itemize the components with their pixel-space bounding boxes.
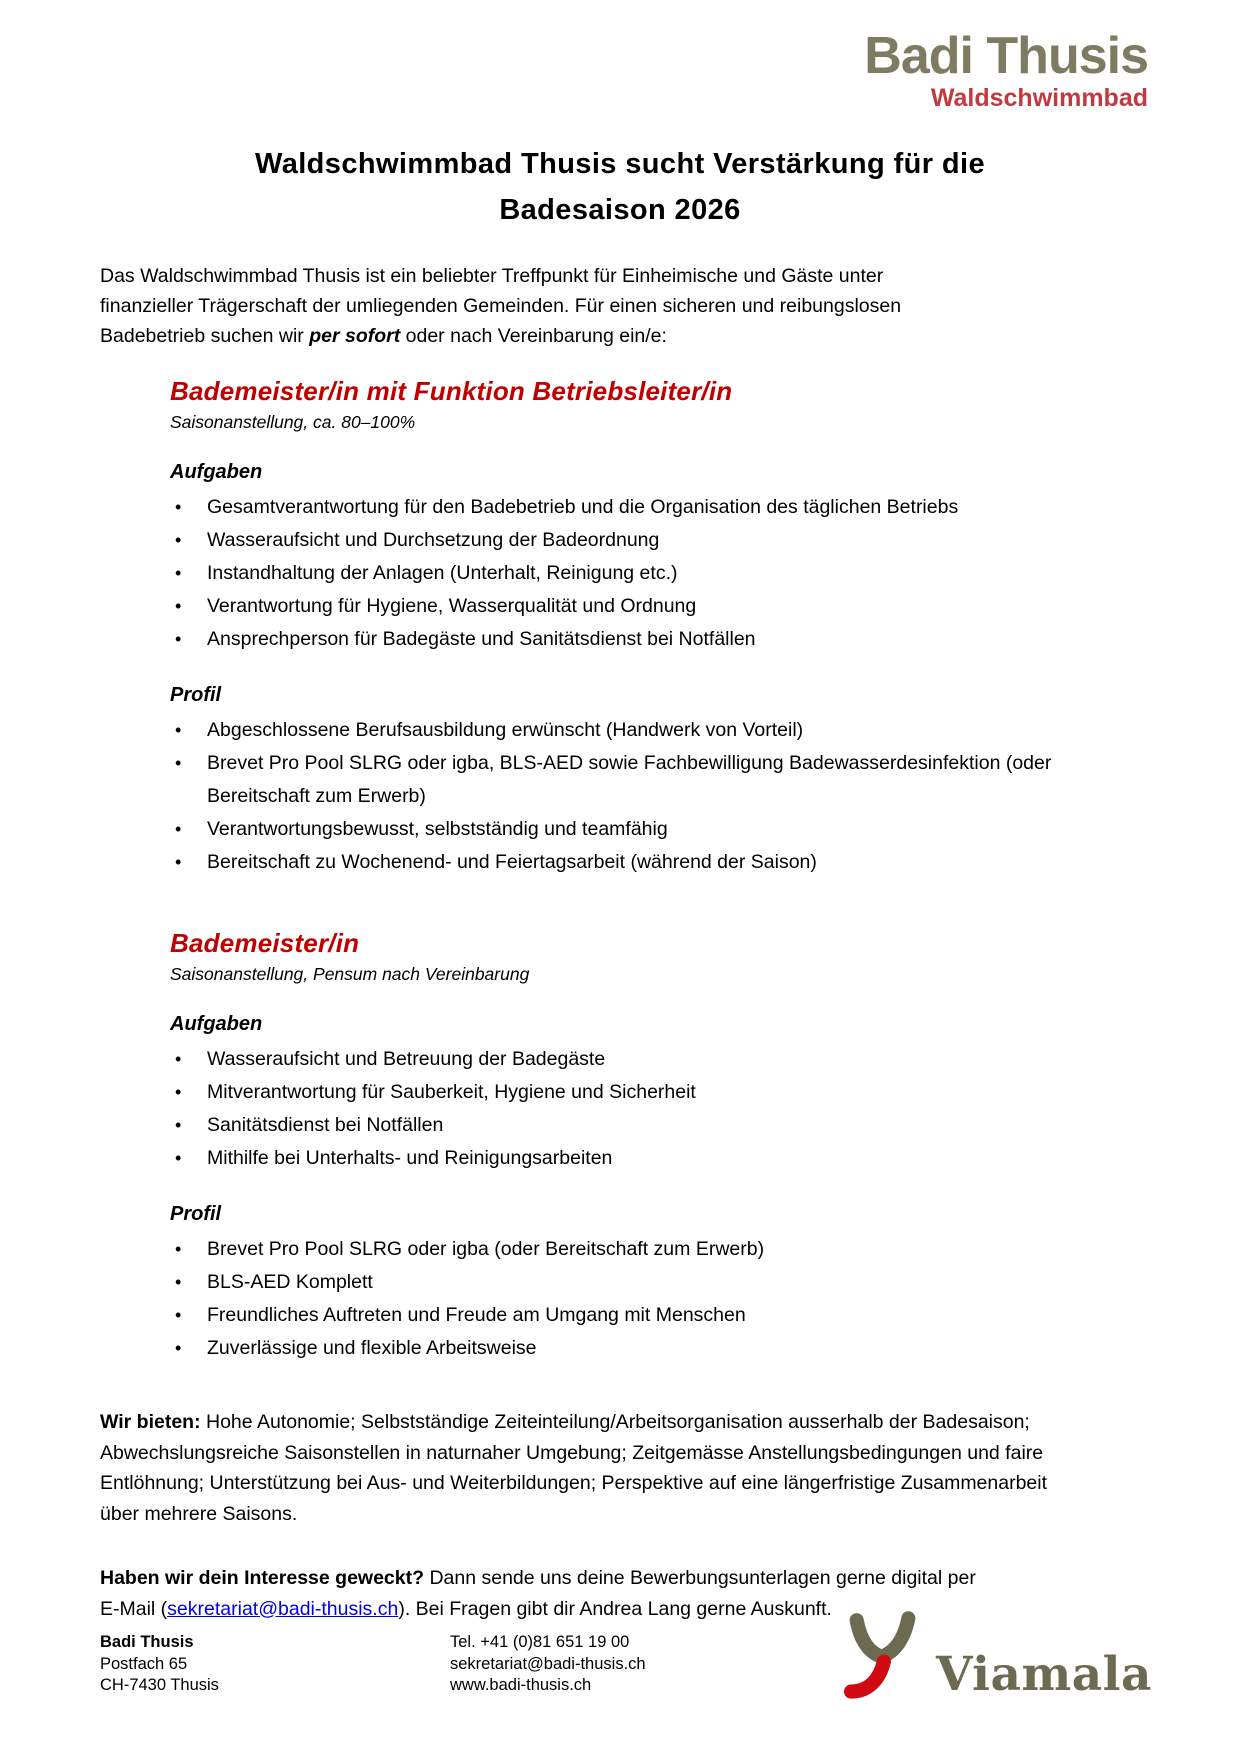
job-subtitle: Saisonanstellung, ca. 80–100% — [170, 412, 416, 432]
page-title — [100, 141, 1140, 233]
bullet-item: • Verantwortungsbewusst, selbstständig und teamfähig — [170, 813, 1120, 846]
logo-wordmark: Badi Thusis — [864, 27, 1148, 85]
bullet-item: • Brevet Pro Pool SLRG oder igba, BLS-AED sowie Fachbewilligung Badewasserdesinfektion (oder Bereitschaft zum Erwerb) — [170, 747, 1120, 813]
bullet-item: • Verantwortung für Hygiene, Wasserqualität und Ordnung — [170, 590, 1120, 623]
offer-paragraph — [100, 1407, 1065, 1529]
job-section-betriebsleiter — [170, 375, 1120, 879]
bullet-item: • Abgeschlossene Berufsausbildung erwünscht (Handwerk von Vorteil) — [170, 714, 1120, 747]
bullet-item: • BLS-AED Komplett — [170, 1266, 1120, 1299]
profil-label: Profil — [170, 684, 222, 706]
profil-label: Profil — [170, 1203, 222, 1225]
job-title: Bademeister/in mit Funktion Betriebsleiter/in — [170, 376, 733, 406]
bullet-item: • Mithilfe bei Unterhalts- und Reinigungsarbeiten — [170, 1142, 1120, 1175]
profil-list — [170, 1233, 1120, 1365]
profil-list — [170, 714, 1120, 879]
interest-lead: Haben wir dein Interesse geweckt? — [100, 1567, 425, 1589]
aufgaben-label: Aufgaben — [170, 1013, 263, 1035]
bullet-item: • Bereitschaft zu Wochenend- und Feiertagsarbeit (während der Saison) — [170, 846, 1120, 879]
footer-line: Postfach 65 — [100, 1654, 188, 1673]
aufgaben-list — [170, 491, 1120, 656]
footer-line: Badi Thusis — [100, 1633, 194, 1651]
bullet-item: • Gesamtverantwortung für den Badebetrieb und die Organisation des täglichen Betriebs — [170, 491, 1120, 524]
bullet-item: • Ansprechperson für Badegäste und Sanitätsdienst bei Notfällen — [170, 623, 1120, 656]
interest-text-before: Dann sende uns deine Bewerbungsunterlagen gerne digital per E-Mail ( — [100, 1567, 976, 1620]
intro-emphasis: per sofort — [309, 325, 401, 347]
bullet-item: • Brevet Pro Pool SLRG oder igba (oder Bereitschaft zum Erwerb) — [170, 1233, 1120, 1266]
offer-text: Hohe Autonomie; Selbstständige Zeiteinteilung/Arbeitsorganisation ausserhalb der Badesaison; Abwechslungsreiche Saisonstellen in naturnaher Umgebung; Zeitgemässe Anstellungsbedingungen und faire Entlöhnung; Unterstützung bei Aus- und Weiterbildungen; Perspektive auf eine längerfristige Zusammenarbeit über mehrere Saisons. — [100, 1411, 1048, 1525]
intro-text-after: oder nach Vereinbarung ein/e: — [400, 325, 667, 347]
bullet-item: • Wasseraufsicht und Betreuung der Badegäste — [170, 1043, 1120, 1076]
aufgaben-list — [170, 1043, 1120, 1175]
page-title-line1: Waldschwimmbad Thusis sucht Verstärkung für die — [255, 148, 985, 180]
badi-thusis-logo — [0, 0, 1240, 111]
bullet-item: • Zuverlässige und flexible Arbeitsweise — [170, 1332, 1120, 1365]
offer-lead: Wir bieten: — [100, 1411, 201, 1433]
viamala-mark-icon — [836, 1604, 930, 1704]
footer-line: www.badi-thusis.ch — [450, 1676, 592, 1694]
aufgaben-label: Aufgaben — [170, 461, 263, 483]
footer-address — [100, 1632, 219, 1697]
footer-line: CH-7430 Thusis — [100, 1676, 219, 1694]
email-link[interactable]: sekretariat@badi-thusis.ch — [167, 1597, 399, 1620]
interest-text-after: ). Bei Fragen gibt dir Andrea Lang gerne Auskunft. — [398, 1597, 832, 1620]
job-subtitle: Saisonanstellung, Pensum nach Vereinbarung — [170, 964, 530, 984]
viamala-wordmark: Viamala — [936, 1647, 1152, 1702]
bullet-item: • Mitverantwortung für Sauberkeit, Hygiene und Sicherheit — [170, 1076, 1120, 1109]
bullet-item: • Wasseraufsicht und Durchsetzung der Badeordnung — [170, 524, 1120, 557]
logo-subtitle: Waldschwimmbad — [930, 84, 1148, 112]
bullet-item: • Freundliches Auftreten und Freude am Umgang mit Menschen — [170, 1299, 1120, 1332]
job-section-bademeister — [170, 927, 1120, 1365]
bullet-item: • Sanitätsdienst bei Notfällen — [170, 1109, 1120, 1142]
footer-line: Tel. +41 (0)81 651 19 00 — [450, 1633, 630, 1651]
footer-contact — [450, 1632, 646, 1697]
job-title: Bademeister/in — [170, 928, 360, 958]
page-title-line2: Badesaison 2026 — [499, 194, 741, 226]
intro-paragraph — [100, 261, 965, 351]
footer-line: sekretariat@badi-thusis.ch — [450, 1654, 646, 1673]
bullet-item: • Instandhaltung der Anlagen (Unterhalt, Reinigung etc.) — [170, 557, 1120, 590]
viamala-logo — [836, 1604, 1152, 1704]
intro-text-before: Das Waldschwimmbad Thusis ist ein beliebter Treffpunkt für Einheimische und Gäste unter finanzieller Trägerschaft der umliegenden Gemeinden. Für einen sicheren und reibungslosen Badebetrieb suchen wir — [100, 265, 902, 347]
